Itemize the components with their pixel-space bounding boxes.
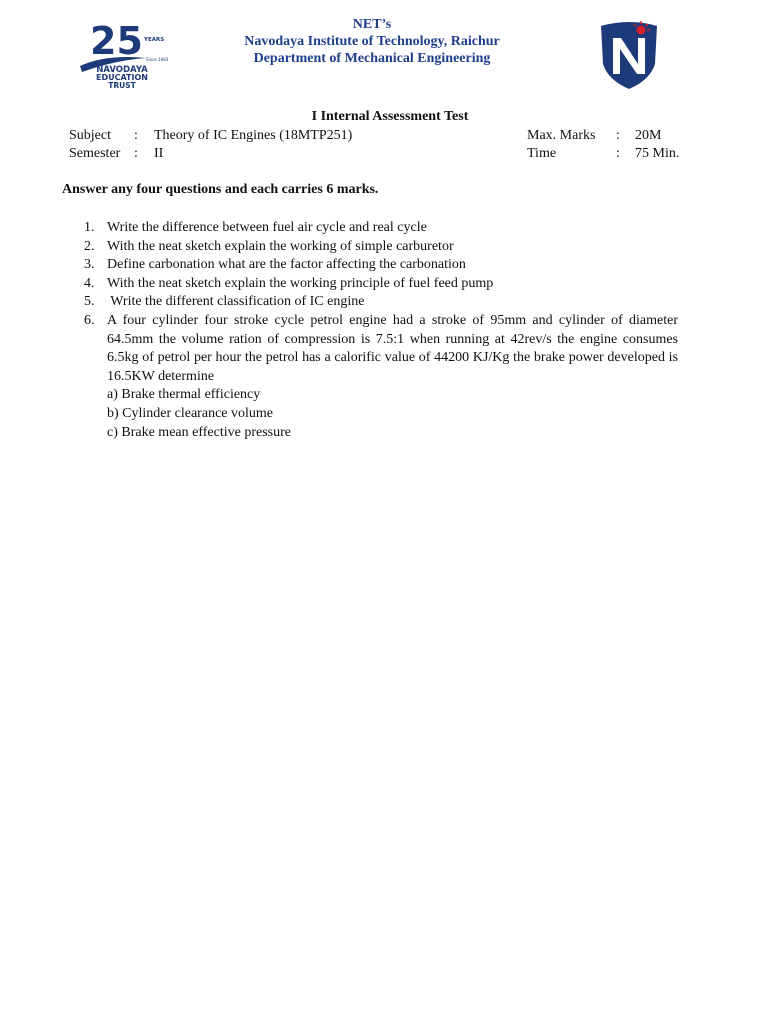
- time-value: 75 Min.: [635, 146, 680, 161]
- question-text: Define carbonation what are the factor affecting the carbonation: [107, 257, 466, 273]
- sub-part: a) Brake thermal efficiency: [107, 387, 261, 403]
- logo-line1: NAVODAYA: [96, 65, 148, 75]
- question-item: [62, 293, 678, 312]
- question-number: 6.: [84, 312, 95, 328]
- semester-value: II: [154, 146, 164, 161]
- semester-colon: :: [134, 146, 138, 161]
- max-marks-colon: :: [616, 128, 620, 143]
- question-text: Write the difference between fuel air cycle and real cycle: [107, 220, 427, 235]
- question-text: With the neat sketch explain the working of simple carburetor: [107, 238, 454, 254]
- subject-label: Subject: [69, 128, 111, 143]
- question-item: [62, 312, 678, 386]
- department-name: Department of Mechanical Engineering: [253, 51, 491, 66]
- document-header: [0, 0, 768, 100]
- logo-line2: EDUCATION: [96, 73, 148, 82]
- question-text: Write the different classification of IC engine: [107, 294, 365, 310]
- subject-value: Theory of IC Engines (18MTP251): [154, 128, 353, 143]
- question-number: 2.: [84, 238, 95, 254]
- max-marks-label: Max. Marks: [527, 128, 596, 143]
- instruction-text: Answer any four questions and each carries 6 marks.: [62, 182, 379, 197]
- logo-since-text: Since 1983: [146, 57, 169, 62]
- sub-part: b) Cylinder clearance volume: [107, 405, 273, 421]
- question-number: 3.: [84, 257, 95, 273]
- subject-colon: :: [134, 128, 138, 143]
- question-list: [62, 219, 678, 442]
- logo-25-text: 25: [90, 19, 143, 63]
- shield-n-logo-icon: [598, 18, 660, 90]
- question-text: With the neat sketch explain the working principle of fuel feed pump: [107, 275, 494, 291]
- time-colon: :: [616, 146, 620, 161]
- question-item: [62, 256, 678, 275]
- question-item: [62, 275, 678, 294]
- institute-name: Navodaya Institute of Technology, Raichur: [244, 34, 500, 49]
- question-text: A four cylinder four stroke cycle petrol engine had a stroke of 95mm and cylinder of diameter 64.5mm the volume ration of compression is 7.5:1 when running at 42rev/s the engine consumes 6.5kg of petrol per hour the petrol has a calorific value of 44200 KJ/Kg the brake power developed is 16.5KW determine: [107, 312, 678, 384]
- logo-line3: TRUST: [108, 81, 136, 90]
- semester-label: Semester: [69, 146, 121, 161]
- question-item: [62, 219, 678, 238]
- test-title: I Internal Assessment Test: [311, 109, 469, 124]
- institute-heading: [180, 16, 564, 67]
- question-number: 5.: [84, 294, 95, 310]
- question-item: [62, 238, 678, 257]
- org-name: NET’s: [352, 17, 392, 32]
- navodaya-25-years-logo: [76, 14, 169, 92]
- question-number: 4.: [84, 275, 95, 291]
- max-marks-value: 20M: [635, 128, 662, 143]
- sub-part: c) Brake mean effective pressure: [107, 424, 291, 440]
- question-number: 1.: [84, 220, 95, 235]
- logo-years-text: YEARS: [144, 37, 165, 43]
- time-label: Time: [527, 146, 557, 161]
